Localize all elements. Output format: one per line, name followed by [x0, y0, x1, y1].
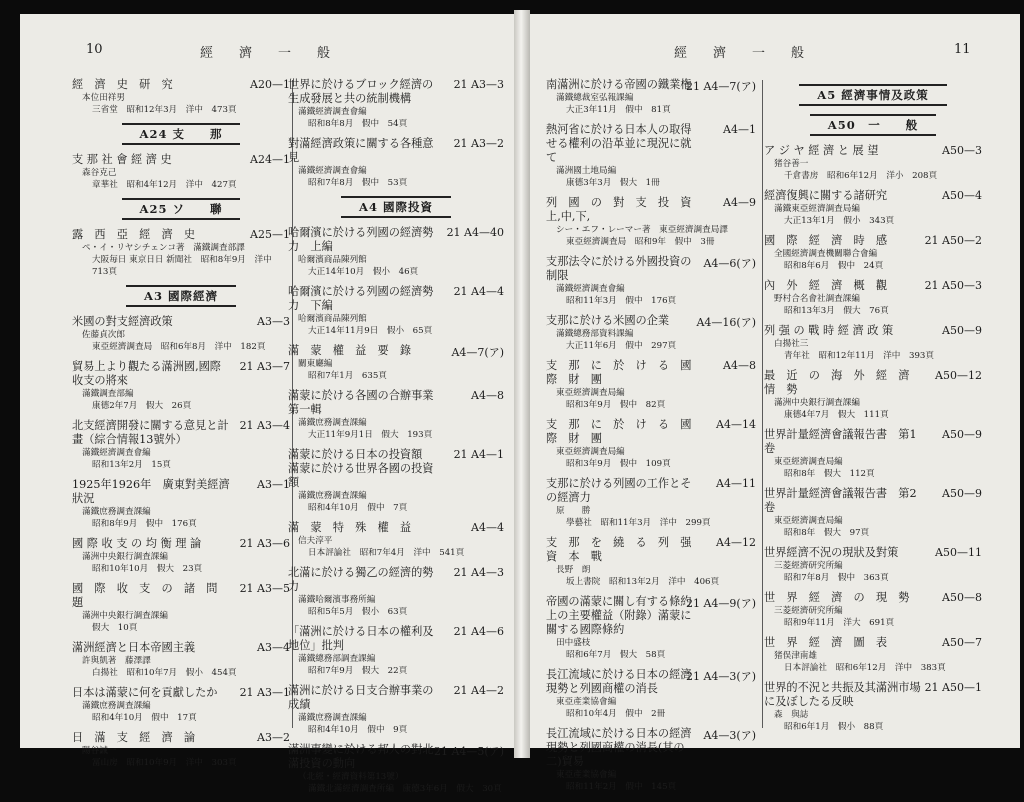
entry-call-number: A50—4: [942, 189, 982, 202]
entry-title: 世界に於けるブロック經濟の生成發展と共の統制機構: [288, 78, 434, 105]
entry-title: 國 際 收 支 の 諸 問 題: [72, 582, 229, 609]
entry-call-number: A50—12: [935, 369, 982, 382]
section-heading: [764, 84, 982, 106]
entry-publication: 昭和10年10月 假大 23頁: [92, 564, 203, 574]
entry-publication: 昭和8年 假大 97頁: [784, 528, 870, 538]
entry-author: 三菱經濟研究所編: [774, 561, 843, 571]
catalog-entry: [764, 546, 982, 584]
catalog-entry: [72, 582, 290, 634]
entry-publication: 昭和8年8月 假中 54頁: [308, 119, 408, 129]
entry-call-number: A3—1: [257, 478, 290, 491]
entry-publication: 大正14年10月 假小 46頁: [308, 267, 419, 277]
entry-call-number: A4—8: [723, 359, 756, 372]
catalog-entry: [72, 360, 290, 412]
entry-call-number: A4—4: [471, 521, 504, 534]
catalog-entry: [546, 314, 756, 352]
entry-title: 滿洲に於ける日支合辦事業の成績: [288, 684, 434, 711]
catalog-entry: [546, 536, 756, 588]
entry-call-number: 21 A4—3(ア): [685, 670, 756, 683]
entry-title: 哈爾濱に於ける列國の經濟勢力 下編: [288, 285, 434, 312]
entry-call-number: A4—16(ア): [696, 316, 756, 329]
entry-title: 世 界 經 濟 圖 表: [764, 636, 888, 649]
catalog-entry: [764, 681, 982, 733]
entry-title: 熱河省に於ける日本人の取得せる權利の沿革並に現況に就て: [546, 123, 692, 164]
entry-call-number: A25—1: [250, 228, 290, 241]
entry-author: 佐藤貞次郎: [82, 330, 125, 340]
entry-publication: 昭和7年8月 假中 53頁: [308, 178, 408, 188]
entry-call-number: 21 A4—9(ア): [685, 597, 756, 610]
entry-publication: 昭和7年1月 635頁: [308, 371, 387, 381]
catalog-entry: [72, 731, 290, 769]
entry-publication: 大正11年6月 假中 297頁: [566, 341, 677, 351]
entry-publication: 大正13年1月 假小 343頁: [784, 216, 895, 226]
catalog-entry: [546, 418, 756, 470]
entry-call-number: A4—3(ア): [703, 729, 756, 742]
entry-author: 森 與誌: [774, 710, 809, 720]
catalog-entry: [764, 324, 982, 362]
entry-publication: 昭和6年7月 假大 58頁: [566, 650, 666, 660]
entry-publication: 康德4年7月 假大 111頁: [784, 410, 889, 420]
entry-publication: 昭和8年 假大 112頁: [784, 469, 875, 479]
entry-call-number: A50—3: [942, 144, 982, 157]
entry-author: シー・エフ・レーマー著 東亞經濟調査局譯: [556, 225, 728, 235]
entry-author: 滿鐵經濟調査會編: [82, 448, 151, 458]
section-heading-text: A5 經濟事情及政策: [799, 84, 946, 106]
entry-call-number: 21 A4—2: [453, 684, 504, 697]
entry-publication: 康德3年3月 假大 1冊: [566, 178, 660, 188]
entry-call-number: A4—8: [471, 389, 504, 402]
entry-publication: 昭和7年9月 假大 22頁: [308, 666, 408, 676]
entry-title: 國 際 經 濟 時 感: [764, 234, 888, 247]
entry-author: 全國經濟調査機關聯合會編: [774, 249, 878, 259]
catalog-entry: [72, 315, 290, 353]
entry-author: 滿鐵庶務調査課編: [82, 507, 151, 517]
catalog-entry: [72, 641, 290, 679]
entry-title: 滿 蒙 特 殊 權 益: [288, 521, 412, 534]
entry-call-number: 21 A4—3: [453, 566, 504, 579]
catalog-entry: [288, 448, 504, 514]
catalog-entry: [72, 686, 290, 724]
catalog-entry: [546, 78, 756, 116]
entry-call-number: 21 A4—1: [453, 448, 504, 461]
entry-title: 支 那 社 會 經 濟 史: [72, 153, 172, 166]
entry-author: 哈爾濱商品陳列館: [298, 255, 367, 265]
entry-publication: 昭和7年8月 假中 363頁: [784, 573, 889, 583]
section-heading-text: A3 國際經濟: [126, 285, 236, 307]
entry-title: 帝國の滿蒙に關し有する條約上の主要權益（附錄）滿蒙に關する國際條約: [546, 595, 692, 636]
entry-call-number: A50—7: [942, 636, 982, 649]
entry-title: 支那に於ける米國の企業: [546, 314, 670, 327]
entry-title: 支那に於ける列國の工作とその經濟力: [546, 477, 692, 504]
entry-call-number: A20—1: [250, 78, 290, 91]
catalog-entry: [764, 189, 982, 227]
entry-call-number: A3—3: [257, 315, 290, 328]
entry-author: 滿鐵經濟調査會編: [298, 166, 367, 176]
entry-author: （北經・經濟資料第13號）: [298, 772, 404, 782]
entry-publication: 假大 10頁: [92, 623, 138, 633]
entry-title: 日本は滿蒙に何を貢獻したか: [72, 686, 218, 699]
entry-call-number: 21 A4—5(ア): [433, 745, 504, 758]
entry-publication: 昭和10年4月 假中 2冊: [566, 709, 666, 719]
right-page: [530, 14, 1020, 792]
catalog-entry: [764, 234, 982, 272]
entry-title: 滿蒙に於ける日本の投資額 滿蒙に於ける世界各國の投資額: [288, 448, 434, 489]
catalog-entry: [764, 487, 982, 539]
catalog-entry: [288, 137, 504, 189]
entry-title: 北滿に於ける獨乙の經濟的勢力: [288, 566, 434, 593]
entry-author: 滿鐵東亞經濟調査局編: [774, 204, 860, 214]
index-column: [546, 78, 756, 800]
entry-publication: 昭和8年9月 假中 176頁: [92, 519, 197, 529]
catalog-entry: [72, 153, 290, 191]
catalog-entry: [288, 226, 504, 278]
entry-author: 森谷克己: [82, 168, 117, 178]
catalog-entry: [546, 595, 756, 661]
entry-author: 滿鐵哈爾濱事務所編: [298, 595, 376, 605]
entry-call-number: 21 A4—4: [453, 285, 504, 298]
entry-title: 對滿經濟政策に關する各種意見: [288, 137, 434, 164]
entry-call-number: 21 A3—2: [453, 137, 504, 150]
entry-publication: 東亞經濟調査局 昭和9年 假中 3冊: [566, 237, 715, 247]
entry-call-number: 21 A3—3: [453, 78, 504, 91]
entry-publication: 日本評論社 昭和7年4月 洋中 541頁: [308, 548, 465, 558]
catalog-entry: [764, 428, 982, 480]
left-page: [20, 14, 514, 794]
entry-call-number: 21 A50—2: [924, 234, 982, 247]
entry-author: 滿鐵總務部調査課編: [298, 654, 376, 664]
catalog-entry: [288, 78, 504, 130]
entry-call-number: 21 A3—6: [239, 537, 290, 550]
entry-title: 1925年1926年 廣東對美經濟狀況: [72, 478, 230, 505]
catalog-entry: [546, 668, 756, 720]
catalog-entry: [288, 566, 504, 618]
entry-author: 滿鐵庶務調査課編: [298, 713, 367, 723]
catalog-entry: [546, 255, 756, 307]
entry-call-number: 21 A3—4: [239, 419, 290, 432]
page-number-right: 11: [954, 42, 971, 57]
entry-author: 關東廳編: [298, 359, 333, 369]
entry-author: 滿鐵庶務調査課編: [298, 491, 367, 501]
entry-author: 滿鐵庶務調査課編: [298, 418, 367, 428]
entry-author: 信夫淳平: [298, 536, 333, 546]
entry-author: 滿鐵經濟調査會編: [298, 107, 367, 117]
catalog-entry: [288, 344, 504, 382]
catalog-entry: [288, 521, 504, 559]
index-column: [288, 78, 504, 802]
entry-publication: 康德2年7月 假大 26頁: [92, 401, 192, 411]
entry-title: 滿洲事變に於ける邦人の對北滿投資の動向: [288, 743, 434, 770]
entry-call-number: A4—11: [716, 477, 756, 490]
running-header-right: 經 濟 一 般: [674, 46, 805, 61]
entry-author: 白揚社三: [774, 339, 809, 349]
catalog-entry: [72, 228, 290, 278]
section-heading: [72, 123, 290, 145]
entry-title: 國 際 收 支 の 均 衡 理 論: [72, 537, 202, 550]
entry-title: 列 强 の 戰 時 經 濟 政 策: [764, 324, 894, 337]
entry-author: 東亞經濟調査局編: [556, 388, 625, 398]
catalog-entry: [764, 591, 982, 629]
entry-author: 三菱經濟研究所編: [774, 606, 843, 616]
catalog-entry: [72, 537, 290, 575]
entry-author: 原 勝: [556, 506, 591, 516]
catalog-entry: [288, 625, 504, 677]
entry-call-number: 21 A3—7: [239, 360, 290, 373]
section-heading: [288, 196, 504, 218]
entry-call-number: 21 A4—40: [446, 226, 504, 239]
entry-call-number: 21 A4—6: [453, 625, 504, 638]
entry-call-number: A4—12: [716, 536, 756, 549]
entry-publication: 章華社 昭和4年12月 洋中 427頁: [92, 180, 237, 190]
entry-title: 日 滿 支 經 濟 論: [72, 731, 196, 744]
entry-title: 最 近 の 海 外 經 濟 情 勢: [764, 369, 921, 396]
entry-title: 露 西 亞 經 濟 史: [72, 228, 196, 241]
entry-publication: 昭和11年3月 假中 176頁: [566, 296, 677, 306]
entry-author: 陽谷誠一: [82, 746, 117, 756]
catalog-entry: [546, 123, 756, 189]
entry-publication: 冨山房 昭和10年9月 洋中 303頁: [92, 758, 237, 768]
entry-title: 哈爾濱に於ける列國の經濟勢力 上編: [288, 226, 434, 253]
entry-title: 南滿洲に於ける帝國の鐵業権: [546, 78, 692, 91]
entry-call-number: 21 A3—5: [239, 582, 290, 595]
entry-author: 滿鐵調査部編: [82, 389, 134, 399]
catalog-entry: [288, 743, 504, 795]
entry-call-number: A50—9: [942, 487, 982, 500]
entry-publication: 昭和8年6月 假中 24頁: [784, 261, 884, 271]
entry-author: 田中盛枝: [556, 638, 591, 648]
entry-title: 世界經濟不況の現狀及對策: [764, 546, 899, 559]
entry-publication: 昭和4年10月 假中 17頁: [92, 713, 197, 723]
entry-call-number: 21 A4—7(ア): [685, 80, 756, 93]
entry-publication: 滿鐵北滿經濟調査所編 康德3年6月 假大 30頁: [308, 784, 502, 794]
catalog-entry: [72, 78, 290, 116]
catalog-entry: [764, 279, 982, 317]
catalog-entry: [288, 285, 504, 337]
entry-title: 世界計量經濟會議報告書 第1卷: [764, 428, 917, 455]
entry-title: 支 那 に 於 け る 國 際 財 團: [546, 418, 703, 445]
section-heading-text: A4 國際投資: [341, 196, 451, 218]
entry-title: 長江流域に於ける日本の經濟現勢と列國商權の消長(其の二)貿易: [546, 727, 692, 768]
entry-title: 滿洲經濟と日本帝國主義: [72, 641, 196, 654]
entry-title: 支 那 を 繞 る 列 强 資 本 戰: [546, 536, 703, 563]
entry-author: 長野 朗: [556, 565, 591, 575]
entry-call-number: A3—4: [257, 641, 290, 654]
entry-publication: 昭和4年10月 假中 7頁: [308, 503, 408, 513]
index-column: [72, 78, 290, 776]
entry-author: 野村合名會社調査課編: [774, 294, 860, 304]
entry-title: 經濟復興に關する諸研究: [764, 189, 888, 202]
entry-title: 北支經濟開發に關する意見と計畫（綜合情報13號外）: [72, 419, 229, 446]
entry-author: 東亞經濟調査局編: [774, 516, 843, 526]
entry-publication: 昭和5年5月 假小 63頁: [308, 607, 408, 617]
entry-publication: 大正3年11月 假中 81頁: [566, 105, 671, 115]
catalog-entry: [546, 196, 756, 248]
page-number-left: 10: [86, 42, 103, 57]
entry-call-number: 21 A50—3: [924, 279, 982, 292]
index-column: [764, 78, 982, 740]
entry-publication: 白揚社 昭和10年7月 假小 454頁: [92, 668, 237, 678]
catalog-entry: [764, 144, 982, 182]
section-heading-text: A25 ソ 聯: [122, 198, 241, 220]
entry-author: 滿洲國土地局編: [556, 166, 617, 176]
entry-title: 「滿洲に於ける日本の權利及地位」批判: [288, 625, 434, 652]
entry-title: ア ジ ヤ 經 濟 と 展 望: [764, 144, 879, 157]
entry-title: 長江流域に於ける日本の經濟現勢と列國商權の消長: [546, 668, 692, 695]
entry-publication: 昭和9年11月 洋大 691頁: [784, 618, 895, 628]
entry-author: 滿洲中央銀行調査課編: [774, 398, 860, 408]
entry-title: 米國の對支經濟政策: [72, 315, 173, 328]
entry-publication: 大正11年9月1日 假大 193頁: [308, 430, 433, 440]
entry-call-number: A50—9: [942, 428, 982, 441]
entry-call-number: A4—9: [723, 196, 756, 209]
entry-publication: 昭和6年1月 假小 88頁: [784, 722, 884, 732]
entry-publication: 日本評論社 昭和6年12月 洋中 383頁: [784, 663, 946, 673]
catalog-entry: [546, 477, 756, 529]
entry-publication: 千倉書房 昭和6年12月 洋小 208頁: [784, 171, 938, 181]
entry-author: 滿鐵總裁室弘報課編: [556, 93, 634, 103]
column-divider: [762, 80, 763, 728]
section-heading: [764, 114, 982, 136]
section-heading-text: A24 支 那: [122, 123, 241, 145]
catalog-entry: [288, 389, 504, 441]
entry-publication: 昭和11年2月 假中 145頁: [566, 782, 677, 792]
entry-publication: 青年社 昭和12年11月 洋中 393頁: [784, 351, 934, 361]
entry-title: 滿 蒙 權 益 要 錄: [288, 344, 412, 357]
entry-publication: 昭和13年2月 15頁: [92, 460, 171, 470]
entry-author: 滿鐵總務部資料課編: [556, 329, 634, 339]
catalog-entry: [546, 359, 756, 411]
entry-author: 猪俣津南雄: [774, 651, 817, 661]
catalog-entry: [288, 684, 504, 736]
entry-title: 列 國 の 對 支 投 資 上,中,下,: [546, 196, 703, 223]
entry-author: 本位田祥男: [82, 93, 125, 103]
entry-author: 滿洲中央銀行調査課編: [82, 611, 168, 621]
entry-publication: 昭和13年3月 假大 76頁: [784, 306, 889, 316]
entry-call-number: A50—11: [935, 546, 982, 559]
entry-publication: 大正14年11月9日 假小 65頁: [308, 326, 433, 336]
entry-publication: 坂上書院 昭和13年2月 洋中 406頁: [566, 577, 720, 587]
entry-author: ペ・イ・リヤシチェンコ著 滿鐵調査部譯: [82, 243, 245, 253]
entry-author: 滿洲中央銀行調査課編: [82, 552, 168, 562]
entry-author: 許與凱著 藤澤譯: [82, 656, 151, 666]
entry-author: 滿鐵經濟調査會編: [556, 284, 625, 294]
entry-call-number: A4—7(ア): [451, 346, 504, 359]
entry-title: 支那法令に於ける外國投資の制限: [546, 255, 692, 282]
catalog-entry: [764, 636, 982, 674]
entry-publication: 昭和3年9月 假中 109頁: [566, 459, 671, 469]
entry-publication: 昭和4年10月 假中 9頁: [308, 725, 408, 735]
entry-call-number: A3—2: [257, 731, 290, 744]
catalog-entry: [546, 727, 756, 793]
entry-call-number: A50—9: [942, 324, 982, 337]
catalog-entry: [72, 419, 290, 471]
section-heading-text: A50 一 般: [810, 114, 936, 136]
entry-title: 支 那 に 於 け る 國 際 財 團: [546, 359, 703, 386]
entry-author: 東亞經濟調査局編: [556, 447, 625, 457]
entry-call-number: A24—1: [250, 153, 290, 166]
entry-publication: 三省堂 昭和12年3月 洋中 473頁: [92, 105, 237, 115]
entry-call-number: 21 A50—1: [924, 681, 982, 694]
entry-author: 猪谷善一: [774, 159, 809, 169]
running-header-left: 經 濟 一 般: [200, 46, 331, 61]
entry-publication: 大阪毎日 東京日日 新聞社 昭和8年9月 洋中 713頁: [92, 255, 281, 277]
entry-call-number: 21 A3—1: [239, 686, 290, 699]
entry-publication: 昭和3年9月 假中 82頁: [566, 400, 666, 410]
entry-publication: 學藝社 昭和11年3月 洋中 299頁: [566, 518, 711, 528]
entry-author: 東亞產業協會編: [556, 770, 617, 780]
entry-title: 貿易上より觀たる滿洲國,國際收支の將來: [72, 360, 221, 387]
book-gutter: [514, 10, 530, 758]
entry-author: 滿鐵庶務調査課編: [82, 701, 151, 711]
entry-publication: 東亞經濟調査局 昭和6年8月 洋中 182頁: [92, 342, 266, 352]
entry-call-number: A4—14: [716, 418, 756, 431]
entry-call-number: A4—1: [723, 123, 756, 136]
section-heading: [72, 198, 290, 220]
entry-author: 東亞經濟調査局編: [774, 457, 843, 467]
entry-title: 內 外 經 濟 概 觀: [764, 279, 888, 292]
entry-call-number: A4—6(ア): [703, 257, 756, 270]
entry-title: 世界計量經濟會議報告書 第2卷: [764, 487, 917, 514]
entry-author: 東亞產業協會編: [556, 697, 617, 707]
entry-title: 世界的不況と共振及其滿洲市場に及ぼしたる反映: [764, 681, 921, 708]
section-heading: [72, 285, 290, 307]
entry-title: 經 濟 史 研 究: [72, 78, 173, 91]
entry-title: 滿蒙に於ける各國の合辦事業 第一輯: [288, 389, 445, 416]
catalog-entry: [764, 369, 982, 421]
catalog-entry: [72, 478, 290, 530]
entry-call-number: A50—8: [942, 591, 982, 604]
entry-author: 哈爾濱商品陳列館: [298, 314, 367, 324]
entry-title: 世 界 經 濟 の 現 勢: [764, 591, 910, 604]
